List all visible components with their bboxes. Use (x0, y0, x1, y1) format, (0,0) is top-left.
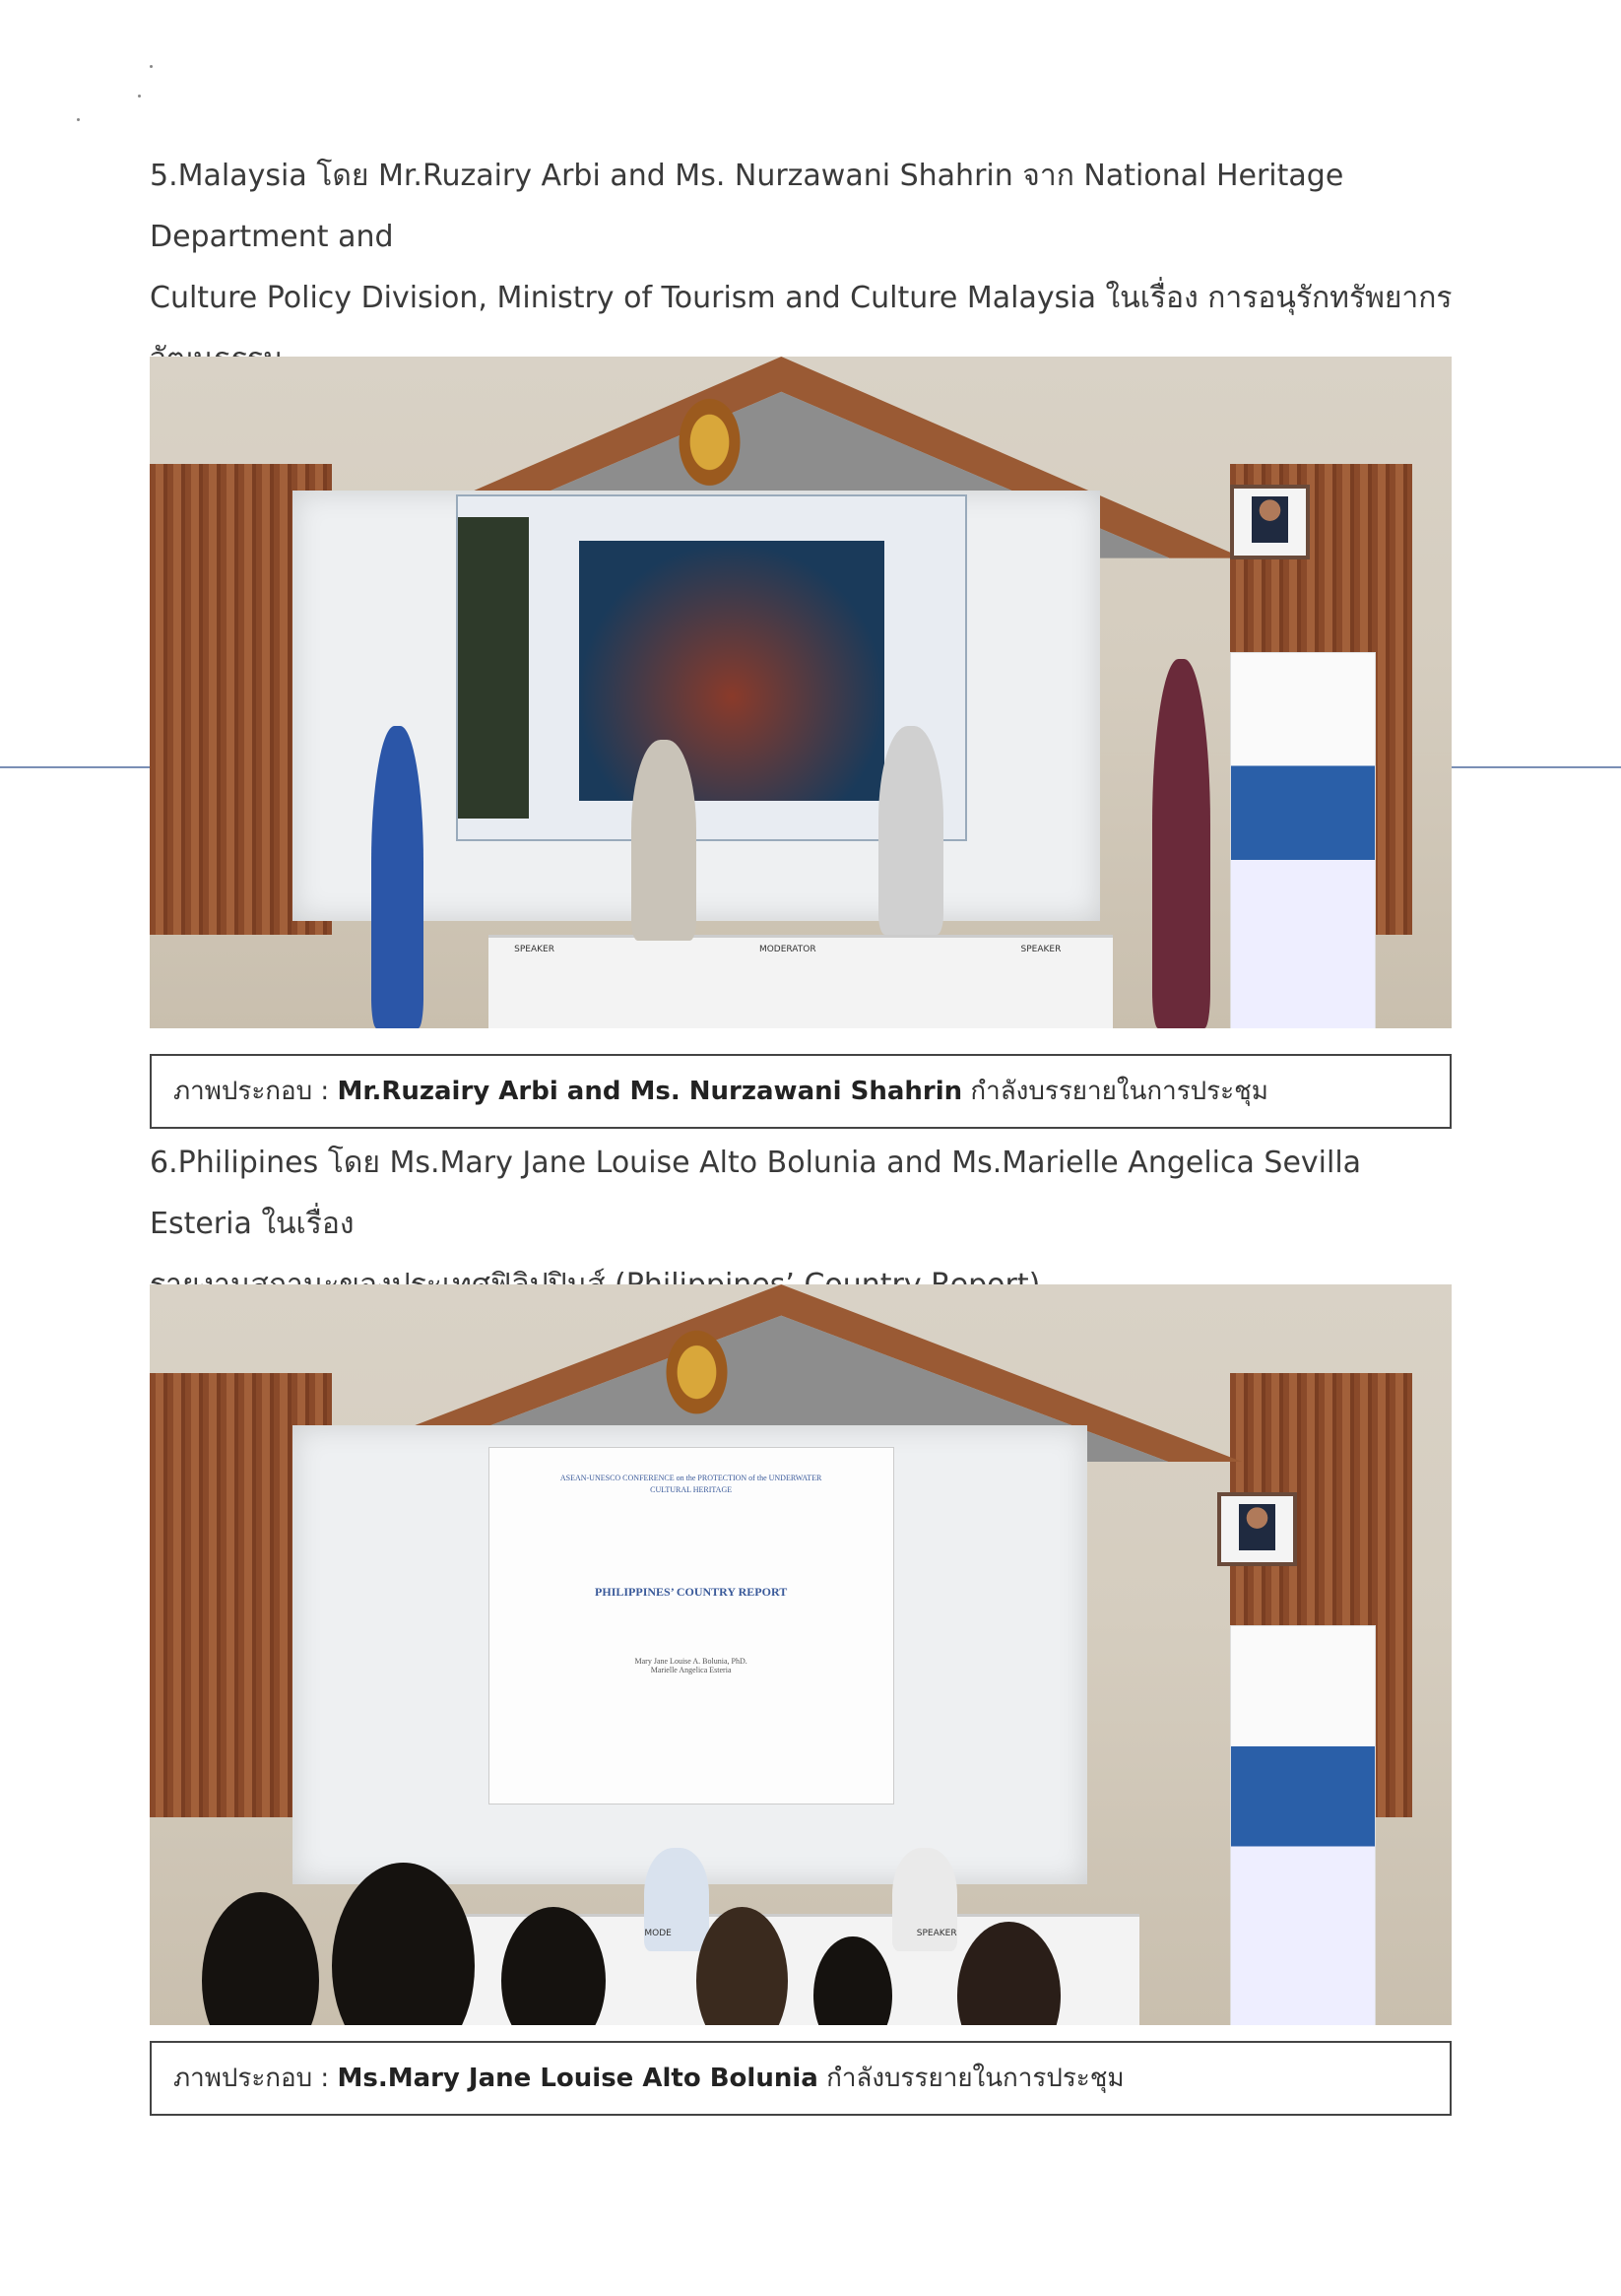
slide-header: ASEAN-UNESCO CONFERENCE on the PROTECTION of the UNDERWATER CULTURAL HERITAGE (559, 1474, 822, 1495)
speaker-woman (371, 726, 423, 1028)
photo-caption-2 (150, 2041, 1452, 2116)
conference-banner (1230, 1625, 1375, 2025)
slide-author-2: Marielle Angelica Esteria (650, 1665, 732, 1674)
garuda-emblem (658, 1329, 736, 1425)
slide-title: PHILIPPINES’ COUNTRY REPORT (595, 1585, 788, 1600)
section-6-line-1: 6.Philipines โดย Ms.Mary Jane Louise Alto Bolunia and Ms.Marielle Angelica Sevilla Esteria ในเรื่อง (150, 1146, 1362, 1241)
slide-author-1: Mary Jane Louise A. Bolunia, PhD. (634, 1656, 747, 1666)
table-label: SPEAKER (514, 944, 554, 954)
speaker-man (878, 726, 943, 934)
table-label: SPEAKER (1020, 944, 1062, 954)
photo-malaysia-presentation (150, 357, 1452, 1028)
conference-banner (1230, 652, 1375, 1028)
caption-suffix: กำลังบรรยายในการประชุม (817, 2064, 1125, 2093)
caption-names: Ms.Mary Jane Louise Alto Bolunia (337, 2064, 818, 2093)
table-label: SPEAKER (916, 1929, 957, 1939)
section-5-line-1: 5.Malaysia โดย Mr.Ruzairy Arbi and Ms. Nurzawani Shahrin จาก National Heritage Department and (150, 159, 1344, 254)
moderator (631, 740, 696, 942)
scan-speck (77, 118, 80, 121)
caption-suffix: กำลังบรรยายในการประชุม (962, 1077, 1268, 1106)
caption-names: Mr.Ruzairy Arbi and Ms. Nurzawani Shahrin (337, 1077, 963, 1106)
presenter-standing (1152, 659, 1210, 1028)
photo-philippines-presentation (150, 1284, 1452, 2025)
photo-caption-1 (150, 1054, 1452, 1129)
table-labels (644, 1929, 956, 1938)
projected-slide (488, 1447, 894, 1804)
scan-speck (150, 65, 153, 68)
framed-portrait (1217, 1492, 1297, 1567)
garuda-emblem (671, 397, 748, 497)
table-label: MODE (644, 1929, 672, 1939)
framed-portrait (1230, 485, 1310, 559)
caption-prefix: ภาพประกอบ : (173, 1077, 338, 1106)
table-labels (514, 945, 1061, 954)
scan-speck (138, 95, 141, 98)
caption-prefix: ภาพประกอบ : (173, 2064, 338, 2093)
table-label: MODERATOR (758, 944, 816, 954)
section-5-line-2: Culture Policy Division, Ministry of Tourism and Culture Malaysia ในเรื่อง การอนุรักทรัพยากร (150, 281, 1453, 315)
